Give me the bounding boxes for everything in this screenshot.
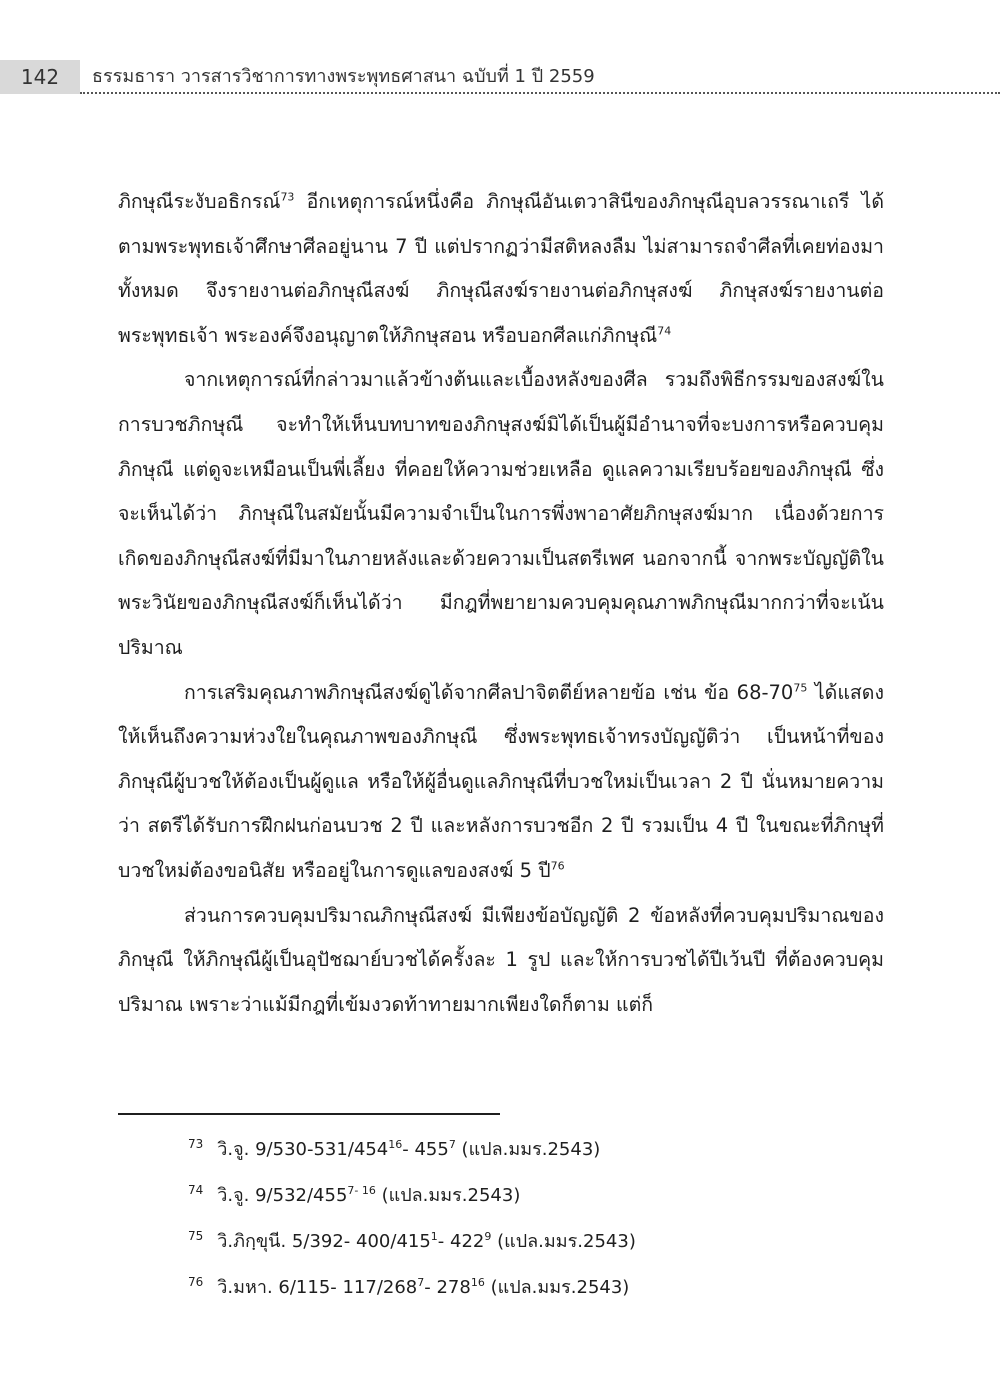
paragraph-1 [118, 180, 884, 358]
paragraph-4: ส่วนการควบคุมปริมาณภิกษุณีสงฆ์ มีเพียงข้อบัญญัติ 2 ข้อหลังที่ควบคุมปริมาณของภิกษุณี ให้ภิกษุณีผู้เป็นอุปัชฌาย์บวชได้ครั้งละ 1 รูป และให้การบวชได้ปีเว้นปี ที่ต้องควบคุมปริมาณ เพราะว่าแม้มีกฎที่เข้มงวดท้าทายมากเพียงใดก็ตาม แต่ก็ [118, 903, 884, 1016]
footnote-number: 76 [188, 1275, 204, 1289]
footnote-ref-75[interactable]: 75 [793, 681, 808, 695]
footnote-superscript: 16 [388, 1138, 403, 1151]
footnote-superscript: 16 [470, 1276, 485, 1289]
footnote-ref-74[interactable]: 74 [657, 324, 672, 338]
footnote-superscript: 1 [430, 1230, 438, 1243]
footnote-text: วิ.มหา. 6/115- 117/268 [217, 1277, 418, 1298]
footnote-number: 75 [188, 1229, 204, 1243]
footnote-text: วิ.จู. 9/530-531/454 [217, 1139, 389, 1160]
footnotes [188, 1130, 888, 1314]
footnote-74 [188, 1176, 888, 1222]
footnote-text: (แปล.มมร.2543) [375, 1185, 521, 1206]
page-number: 142 [20, 65, 60, 89]
footnote-ref-76[interactable]: 76 [550, 859, 565, 873]
footnote-number: 74 [188, 1183, 204, 1197]
footnote-text: - 422 [437, 1231, 485, 1252]
footnote-text: (แปล.มมร.2543) [455, 1139, 601, 1160]
footnote-73 [188, 1130, 888, 1176]
footnote-text: - 278 [424, 1277, 471, 1298]
footnote-superscript: 7 [448, 1138, 456, 1151]
paragraph-3-text-a: การเสริมคุณภาพภิกษุณีสงฆ์ดูได้จากศีลปาจิตตีย์หลายข้อ เช่น ข้อ 68-70 [184, 680, 794, 704]
footnote-superscript: 7- 16 [347, 1184, 376, 1197]
paragraph-3-text-b: ได้แสดงให้เห็นถึงความห่วงใยในคุณภาพของภิกษุณี ซึ่งพระพุทธเจ้าทรงบัญญัติว่า เป็นหน้าที่ของภิกษุณีผู้บวชให้ต้องเป็นผู้ดูแล หรือให้ผู้อื่นดูแลภิกษุณีที่บวชใหม่เป็นเวลา 2 ปี นั่นหมายความว่า สตรีได้รับการฝึกฝนก่อนบวช 2 ปี และหลังการบวชอีก 2 ปี รวมเป็น 4 ปี ในขณะที่ภิกษุที่บวชใหม่ต้องขอนิสัย หรืออยู่ในการดูแลของสงฆ์ 5 ปี [118, 680, 884, 882]
main-text [118, 180, 884, 1027]
footnote-ref-73[interactable]: 73 [280, 190, 295, 204]
footnote-text: (แปล.มมร.2543) [491, 1231, 636, 1252]
paragraph-3 [118, 671, 884, 894]
footnote-text: (แปล.มมร.2543) [484, 1277, 630, 1298]
footnote-text: วิ.ภิกฺขุนี. 5/392- 400/415 [217, 1231, 431, 1252]
footnote-superscript: 7 [417, 1276, 425, 1289]
footnote-number: 73 [188, 1137, 204, 1151]
paragraph-2: จากเหตุการณ์ที่กล่าวมาแล้วข้างต้นและเบื้องหลังของศีล รวมถึงพิธีกรรมของสงฆ์ในการบวชภิกษุณี จะทำให้เห็นบทบาทของภิกษุสงฆ์มิได้เป็นผู้มีอำนาจที่จะบงการหรือควบคุมภิกษุณี แต่ดูจะเหมือนเป็นพี่เลี้ยง ที่คอยให้ความช่วยเหลือ ดูแลความเรียบร้อยของภิกษุณี ซึ่งจะเห็นได้ว่า ภิกษุณีในสมัยนั้นมีความจำเป็นในการพึ่งพาอาศัยภิกษุสงฆ์มาก เนื่องด้วยการเกิดของภิกษุณีสงฆ์ที่มีมาในภายหลังและด้วยความเป็นสตรีเพศ นอกจากนี้ จากพระบัญญัติในพระวินัยของภิกษุณีสงฆ์ก็เห็นได้ว่า มีกฎที่พยายามควบคุมคุณภาพภิกษุณีมากกว่าที่จะเน้นปริมาณ [118, 368, 884, 659]
running-header-title: ธรรมธารา วารสารวิชาการทางพระพุทธศาสนา ฉบับที่ 1 ปี 2559 [92, 66, 595, 87]
footnote-text: วิ.จู. 9/532/455 [217, 1185, 348, 1206]
header-dotted-rule [80, 92, 1000, 94]
paragraph-1-text-a: ภิกษุณีระงับอธิกรณ์ [118, 190, 281, 213]
footnote-superscript: 9 [484, 1230, 492, 1243]
paragraph-1-text-b: อีกเหตุการณ์หนึ่งคือ ภิกษุณีอันเตวาสินีของภิกษุณีอุบลวรรณาเถรี ได้ตามพระพุทธเจ้าศึกษาศีลอยู่นาน 7 ปี แต่ปรากฏว่ามีสติหลงลืม ไม่สามารถจำศีลที่เคยท่องมาทั้งหมด จึงรายงานต่อภิกษุณีสงฆ์ ภิกษุณีสงฆ์รายงานต่อภิกษุสงฆ์ ภิกษุสงฆ์รายงานต่อพระพุทธเจ้า พระองค์จึงอนุญาตให้ภิกษุสอน หรือบอกศีลแก่ภิกษุณี [118, 190, 884, 347]
footnote-separator [118, 1113, 500, 1115]
footnote-76 [188, 1268, 888, 1314]
footnote-text: - 455 [402, 1139, 449, 1160]
footnote-75 [188, 1222, 888, 1268]
